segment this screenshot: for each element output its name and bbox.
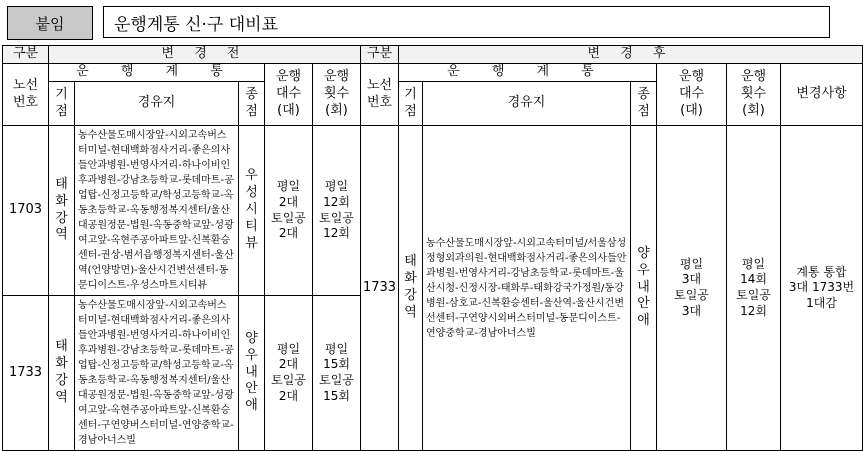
before-route-no: 1703 xyxy=(3,126,49,296)
vertical-char: 양 xyxy=(245,330,258,346)
after-vehicles: 평일 3대 토일공 3대 xyxy=(657,126,727,451)
before-trips: 평일 12회 토일공 12회 xyxy=(313,126,361,296)
vertical-char: 내 xyxy=(637,279,650,295)
trips-header-after: 운행 횟수 (회) xyxy=(727,64,781,126)
via-header-before: 경유지 xyxy=(75,82,239,126)
vertical-char: 우 xyxy=(637,262,650,278)
origin-header-before: 기 점 xyxy=(49,82,75,126)
before-trips: 평일 15회 토일공 15회 xyxy=(313,296,361,451)
vertical-char: 화 xyxy=(404,271,417,287)
route-no-header-after: 노선 번호 xyxy=(361,64,399,126)
trips-header-before: 운행 횟수 (회) xyxy=(313,64,361,126)
vertical-char: 우 xyxy=(245,347,258,363)
vertical-char: 내 xyxy=(245,364,258,380)
gubun-before-header: 구분 xyxy=(3,46,49,64)
after-changes: 계통 통합 3대 1733번 1대감 xyxy=(781,126,863,451)
before-end xyxy=(239,296,265,451)
before-origin xyxy=(49,296,75,451)
gubun-after-header: 구분 xyxy=(361,46,399,64)
vertical-char: 애 xyxy=(245,398,258,414)
vertical-char: 강 xyxy=(404,288,417,303)
after-end xyxy=(631,126,657,451)
vertical-char: 태 xyxy=(55,176,68,192)
before-route-no: 1733 xyxy=(3,296,49,451)
vertical-char: 안 xyxy=(637,296,650,312)
vertical-char: 화 xyxy=(55,193,68,209)
vertical-char: 태 xyxy=(404,254,417,270)
vertical-char: 뷰 xyxy=(245,235,258,251)
vertical-char: 성 xyxy=(245,185,258,201)
after-via: 농수산물도매시장앞-시외고속터미널/서울삼성정형외과의원-현대백화점사거리-좋은의사들안과병원-번영사거리-강남초등학교-롯데마트-울산시청-신정시장-태화루-태화강국가정원/동강병원-삼호교-신복환승센터-울산역-울산시건변선센터-구연양시외버스터미널-동문디이스트-연양중학교-경남아너스빌 xyxy=(423,126,631,451)
unhaeng-gyetong-header-before: 운 행 계 통 xyxy=(49,64,265,82)
before-vehicles: 평일 2대 토일공 2대 xyxy=(265,296,313,451)
vertical-char: 역 xyxy=(55,389,68,405)
vertical-char: 안 xyxy=(245,381,258,397)
vehicles-header-before: 운행 대수 (대) xyxy=(265,64,313,126)
vehicles-header-after: 운행 대수 (대) xyxy=(657,64,727,126)
vertical-char: 화 xyxy=(55,356,68,372)
vertical-char: 시 xyxy=(245,202,258,218)
document-header xyxy=(7,6,830,40)
vertical-char: 강 xyxy=(55,373,68,388)
vertical-char: 양 xyxy=(637,245,650,261)
document-title: 운행계통 신·구 대비표 xyxy=(103,6,830,38)
vertical-char: 태 xyxy=(55,339,68,355)
changes-header: 변경사항 xyxy=(781,64,863,126)
vertical-char: 역 xyxy=(55,227,68,243)
route-no-header-before: 노선 번호 xyxy=(3,64,49,126)
origin-header-after: 기 점 xyxy=(399,82,423,126)
vertical-char: 강 xyxy=(55,210,68,226)
vertical-char: 티 xyxy=(245,218,258,234)
before-header: 변 경 전 xyxy=(49,46,361,64)
attachment-badge: 붙임 xyxy=(7,6,93,40)
end-header-before: 종 점 xyxy=(239,82,265,126)
before-via: 농수산물도매시장앞-시외고속버스터미널-현대백화점사거리-좋은의사들안과병원-번영사거리-하나이비인후과병원-강남초등학교-롯데마트-공업탑-신정고등학교/학성고등학교-옥동초등학교-옥동행정복지센터/울산대공원정문-법원-옥동중학교앞-성광여고앞-옥현주공아파트앞-신복환승센터-구연양버스터미널-연양중학교-경남아너스빌 xyxy=(75,296,239,451)
before-end xyxy=(239,126,265,296)
before-origin xyxy=(49,126,75,296)
vertical-char: 우 xyxy=(245,168,258,184)
vertical-char: 애 xyxy=(637,313,650,329)
after-route-no: 1733 xyxy=(361,126,399,451)
vertical-char: 역 xyxy=(404,304,417,320)
after-header: 변 경 후 xyxy=(399,46,863,64)
comparison-table xyxy=(2,45,863,451)
after-trips: 평일 14회 토일공 12회 xyxy=(727,126,781,451)
end-header-after: 종 점 xyxy=(631,82,657,126)
via-header-after: 경유지 xyxy=(423,82,631,126)
unhaeng-gyetong-header-after: 운 행 계 통 xyxy=(399,64,657,82)
before-vehicles: 평일 2대 토일공 2대 xyxy=(265,126,313,296)
after-origin xyxy=(399,126,423,451)
before-via: 농수산물도매시장앞-시외고속버스터미널-현대백화점사거리-좋은의사들안과병원-번영사거리-하나이비인후과병원-강남초등학교-롯데마트-공업탑-신정고등학교/학성고등학교-옥동초등학교-옥동행정복지센터/울산대공원정문-법원-옥동중학교앞-성광여고앞-옥현주공아파트앞-신복환승센터-권상-범서읍행정복지센터-울산역(언양방면)-울산시건변선센터-동문디이스트-우성스마트시티뷰 xyxy=(75,126,239,296)
